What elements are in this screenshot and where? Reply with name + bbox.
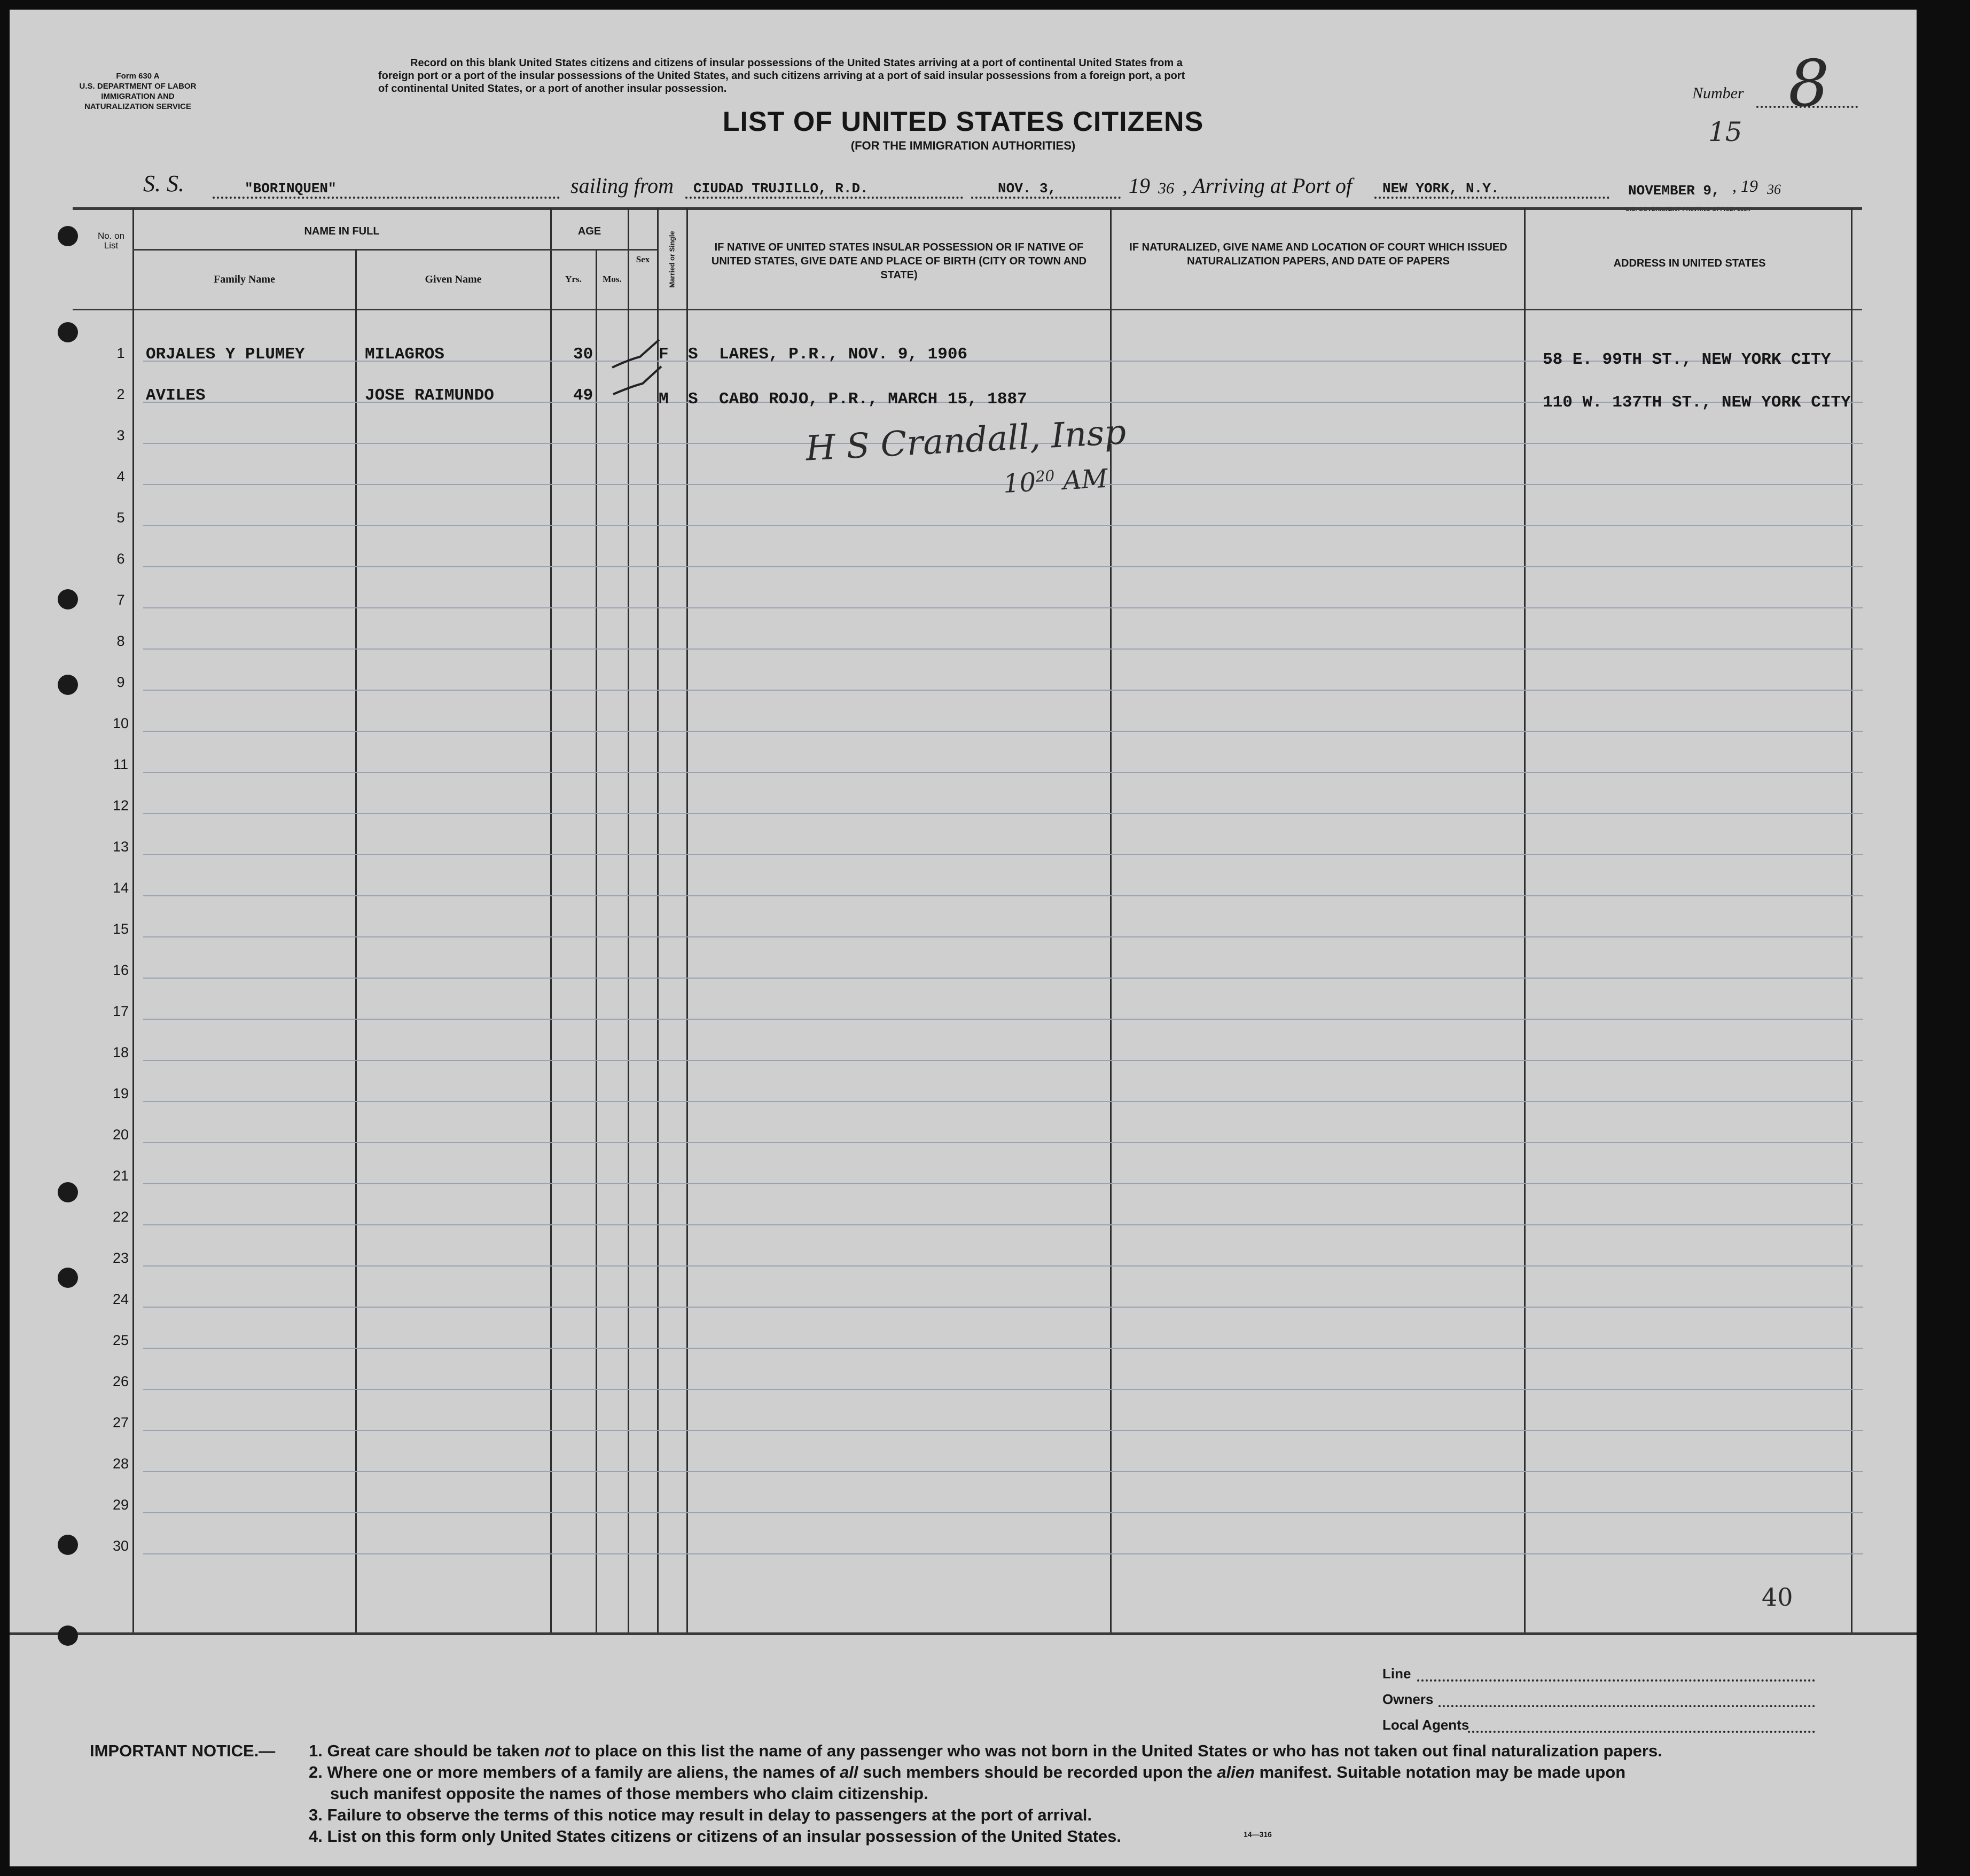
agents-label: Local Agents <box>1382 1717 1469 1733</box>
total-count: 40 <box>1762 1583 1793 1612</box>
number-value: 8 <box>1788 47 1830 121</box>
year2-suffix: 36 <box>1767 182 1781 197</box>
address-cell: 58 E. 99TH ST., NEW YORK CITY <box>1543 350 1831 369</box>
page-number: 15 <box>1708 116 1742 147</box>
notice-item-2-emphasis: all <box>840 1763 858 1781</box>
family-name-cell: ORJALES Y PLUMEY <box>146 345 305 364</box>
ss-label: S. S. <box>143 170 184 197</box>
sex-cell: F <box>659 345 669 364</box>
sex-cell: M <box>659 390 669 409</box>
row-number: 28 <box>112 1456 129 1472</box>
instruction-line-2: foreign port or a port of the insular possessions of the United States, and such citizens arriving at a port of said insular possessions from a foreign port, a port <box>378 70 1185 82</box>
binder-hole <box>58 1268 78 1288</box>
col-header-yrs: Yrs. <box>565 274 582 284</box>
col-header-given-name: Given Name <box>425 273 482 285</box>
notice-item-2-emphasis-2: alien <box>1217 1763 1255 1781</box>
arrival-date: NOVEMBER 9, <box>1628 183 1720 199</box>
document-title: LIST OF UNITED STATES CITIZENS <box>722 106 1204 137</box>
ship-underline <box>213 197 560 199</box>
owners-underline <box>1439 1705 1815 1707</box>
age-yrs-cell: 49 <box>573 386 593 405</box>
instruction-line-1: Record on this blank United States citizens and citizens of insular possessions of the United States arriving at a port of continental United States from a <box>410 57 1183 69</box>
binder-hole <box>58 1625 78 1646</box>
row-number: 21 <box>112 1168 129 1184</box>
document-page <box>10 10 1917 1866</box>
notice-item-2-text-mid: such members should be recorded upon the <box>858 1763 1217 1781</box>
inspector-signature: H S Crandall, Insp <box>804 412 1127 469</box>
notice-item-1-text-end: to place on this list the name of any passenger who was not born in the United States or who has not taken out final naturalization papers. <box>570 1741 1662 1760</box>
dept-line-3: NATURALIZATION SERVICE <box>84 102 191 111</box>
dept-line-1: U.S. DEPARTMENT OF LABOR <box>79 82 197 91</box>
row-number: 26 <box>112 1373 129 1389</box>
age-yrs-cell: 30 <box>573 345 593 364</box>
row-number: 20 <box>112 1127 129 1143</box>
col-divider-mos <box>628 208 629 1632</box>
check-mark-icon <box>608 335 667 405</box>
header-bottom-border <box>73 309 1862 310</box>
col-header-family-name: Family Name <box>214 273 275 285</box>
time-hour: 10 <box>1002 467 1037 499</box>
table-top-border <box>73 207 1862 210</box>
col-divider-sex <box>657 208 659 1632</box>
form-code: 14—316 <box>1244 1830 1272 1839</box>
binder-hole <box>58 1535 78 1555</box>
row-number: 18 <box>112 1044 129 1060</box>
col-divider-family <box>355 250 357 1632</box>
time-suffix: AM <box>1062 463 1109 496</box>
row-number: 9 <box>116 674 125 690</box>
row-number: 15 <box>112 921 129 937</box>
row-number: 12 <box>112 798 129 814</box>
row-number: 19 <box>112 1085 129 1101</box>
col-divider-yrs <box>596 250 597 1632</box>
owners-label: Owners <box>1382 1691 1434 1707</box>
document-subtitle: (FOR THE IMMIGRATION AUTHORITIES) <box>850 139 1076 152</box>
address-cell: 110 W. 137TH ST., NEW YORK CITY <box>1543 393 1851 412</box>
given-name-cell: MILAGROS <box>365 345 444 364</box>
col-header-sex: Sex <box>636 254 650 264</box>
year2-prefix: , 19 <box>1732 176 1758 196</box>
from-port-underline <box>685 197 963 199</box>
col-divider-address <box>1851 208 1852 1632</box>
dept-line-2: IMMIGRATION AND <box>101 92 175 101</box>
agents-underline <box>1468 1731 1815 1733</box>
line-label: Line <box>1382 1666 1411 1682</box>
row-number: 22 <box>112 1209 129 1225</box>
row-number: 8 <box>116 633 125 649</box>
notice-item-1-text: 1. Great care should be taken <box>309 1741 545 1760</box>
arriving-label: , Arriving at Port of <box>1182 174 1353 198</box>
col-header-name-in-full: NAME IN FULL <box>304 225 380 237</box>
col-header-age: AGE <box>577 225 601 237</box>
given-name-cell: JOSE RAIMUNDO <box>365 386 494 405</box>
row-number: 29 <box>112 1497 129 1513</box>
notice-item-2-text-end: manifest. Suitable notation may be made upon <box>1254 1763 1626 1781</box>
row-number: 25 <box>112 1332 129 1348</box>
row-number: 6 <box>116 551 125 567</box>
notice-item-2-text: 2. Where one or more members of a family are aliens, the names of <box>309 1763 840 1781</box>
row-number: 11 <box>113 756 129 772</box>
col-header-marital: Married or Single <box>668 231 676 288</box>
row-number: 1 <box>116 345 125 361</box>
line-underline <box>1417 1679 1815 1682</box>
col-header-no: No. on List <box>97 231 125 251</box>
col-header-naturalized: IF NATURALIZED, GIVE NAME AND LOCATION OF COURT WHICH ISSUED NATURALIZATION PAPERS, AND DATE OF PAPERS <box>1129 241 1507 267</box>
row-number: 7 <box>116 592 125 608</box>
time-minutes: 20 <box>1035 467 1056 486</box>
row-number: 3 <box>116 427 125 443</box>
col-divider-naturalized <box>1524 208 1526 1632</box>
arrival-port-underline <box>1374 197 1609 199</box>
form-id: Form 630 A <box>116 72 160 81</box>
notice-item-1-emphasis: not <box>544 1741 570 1760</box>
sail-date: NOV. 3, <box>998 181 1057 197</box>
col-divider-given <box>550 208 552 1632</box>
col-header-birth: IF NATIVE OF UNITED STATES INSULAR POSSESSION OR IF NATIVE OF UNITED STATES, GIVE DATE AND PLACE OF BIRTH (CITY OR TOWN AND STATE) <box>711 241 1087 281</box>
from-port: CIUDAD TRUJILLO, R.D. <box>693 181 869 197</box>
marital-cell: S <box>688 345 698 364</box>
marital-cell: S <box>688 390 698 409</box>
binder-hole <box>58 226 78 246</box>
binder-hole <box>58 1182 78 1202</box>
row-number: 30 <box>112 1538 129 1554</box>
row-number: 24 <box>112 1291 129 1307</box>
binder-hole <box>58 589 78 609</box>
row-number: 5 <box>116 510 125 526</box>
row-number: 23 <box>112 1250 129 1266</box>
notice-item-3: 3. Failure to observe the terms of this notice may result in delay to passengers at the port of arrival. <box>309 1805 1092 1824</box>
col-divider-no <box>132 208 134 1632</box>
row-number: 2 <box>116 386 125 402</box>
binder-hole <box>58 322 78 342</box>
year-suffix: 36 <box>1158 179 1174 197</box>
row-number: 13 <box>112 839 129 855</box>
notice-item-1 <box>309 1740 1662 1762</box>
inspection-time <box>1003 464 1108 499</box>
row-number: 14 <box>112 880 129 896</box>
year-prefix: 19 <box>1129 174 1150 198</box>
row-number: 10 <box>112 715 129 731</box>
row-number: 17 <box>112 1003 129 1019</box>
sailing-label: sailing from <box>570 174 674 198</box>
row-number: 27 <box>112 1414 129 1431</box>
notice-heading: IMPORTANT NOTICE.— <box>90 1741 276 1760</box>
birth-cell: LARES, P.R., NOV. 9, 1906 <box>719 345 968 364</box>
col-header-mos: Mos. <box>603 274 622 284</box>
col-header-address: ADDRESS IN UNITED STATES <box>1613 257 1766 269</box>
birth-cell: CABO ROJO, P.R., MARCH 15, 1887 <box>719 390 1027 409</box>
row-number: 16 <box>112 962 129 978</box>
ship-name: "BORINQUEN" <box>245 181 337 197</box>
instruction-text <box>378 57 1607 95</box>
name-age-subheader-line <box>132 249 657 251</box>
number-label: Number <box>1692 84 1744 102</box>
row-number: 4 <box>116 468 125 484</box>
family-name-cell: AVILES <box>146 386 206 405</box>
arrival-port: NEW YORK, N.Y. <box>1382 181 1499 197</box>
table-bottom-border <box>10 1632 1917 1635</box>
col-divider-marital <box>686 208 688 1632</box>
notice-item-2 <box>309 1762 1625 1783</box>
sail-date-underline <box>971 197 1121 199</box>
notice-item-4: 4. List on this form only United States citizens or citizens of an insular possession of the United States. <box>309 1827 1121 1846</box>
instruction-line-3: of continental United States, or a port of another insular possession. <box>378 83 727 95</box>
binder-hole <box>58 675 78 695</box>
notice-item-2-continued: such manifest opposite the names of those members who claim citizenship. <box>330 1784 928 1803</box>
